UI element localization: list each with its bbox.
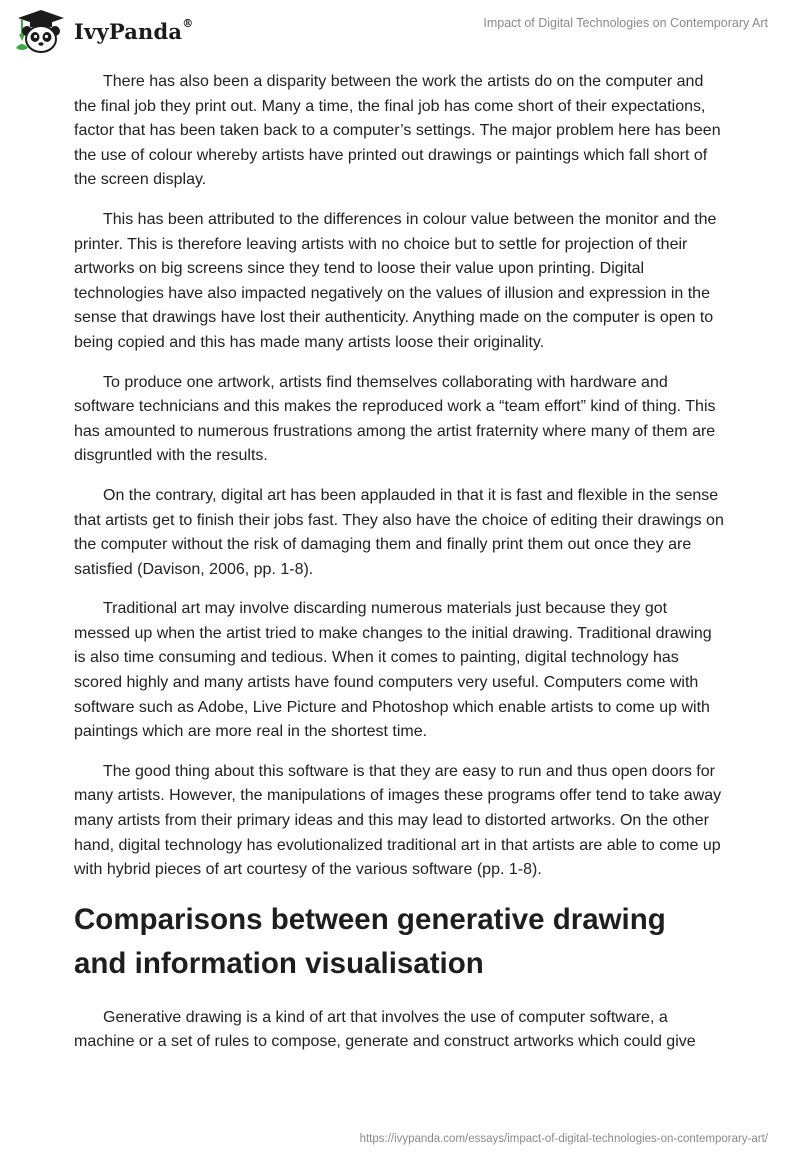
paragraph: This has been attributed to the differences in colour value between the monitor and the printer. This is therefore leaving artists with no choice but to settle for projection of their artworks on big screens since they tend to loose their value upon printing. Digital technologies have also impacted negatively on the values of illusion and expression in the sense that drawings have lost their authenticity. Anything made on the computer is open to being copied and this has made many artists loose their originality. [74,210,717,351]
source-url[interactable]: https://ivypanda.com/essays/impact-of-digital-technologies-on-contemporary-art/ [359,1133,768,1145]
paragraph: The good thing about this software is that they are easy to run and thus open doors for many artists. However, the manipulations of images these programs offer tend to take away many artists from their primary ideas and this may lead to distorted artworks. On the other hand, digital technology has evolutionalized traditional art in that artists are able to come up with hybrid pieces of art courtesy of the various software (pp. 1-8). [74,762,722,879]
paragraph: To produce one artwork, artists find themselves collaborating with hardware and software technicians and this makes the reproduced work a “team effort” kind of thing. This has amounted to numerous frustrations among the artist fraternity where many of them are disgruntled with the results. [74,373,716,465]
paragraph: Traditional art may involve discarding numerous materials just because they got messed up when the artist tried to make changes to the initial drawing. Traditional drawing is also time consuming and tedious. When it comes to painting, digital technology has scored highly and many artists have found computers very useful. Computers come with software such as Adobe, Live Picture and Photoshop which enable artists to come up with paintings which are more real in the shortest time. [74,600,712,741]
document-title: Impact of Digital Technologies on Contemporary Art [483,16,768,30]
page-header [0,0,800,60]
panda-graduate-icon [14,8,68,54]
section-heading: Comparisons between generative drawing and information visualisation [74,902,666,980]
ivypanda-logo[interactable] [14,8,193,54]
article-body [74,70,724,1070]
paragraph: On the contrary, digital art has been applauded in that it is fast and flexible in the sense that artists get to finish their jobs fast. They also have the choice of editing their drawings on the computer without the risk of damaging them and finally print them out once they are satisfied (Davison, 2006, pp. 1-8). [74,486,724,578]
paragraph: There has also been a disparity between the work the artists do on the computer and the final job they print out. Many a time, the final job has come short of their expectations, factor that has been taken back to a computer’s settings. The major problem here has been the use of colour whereby artists have printed out drawings or paintings which fall short of the screen display. [74,73,721,189]
brand-name: IvyPanda® [74,16,194,44]
paragraph: Generative drawing is a kind of art that involves the use of computer software, a machine or a set of rules to compose, generate and construct artworks which could give [74,1008,696,1051]
